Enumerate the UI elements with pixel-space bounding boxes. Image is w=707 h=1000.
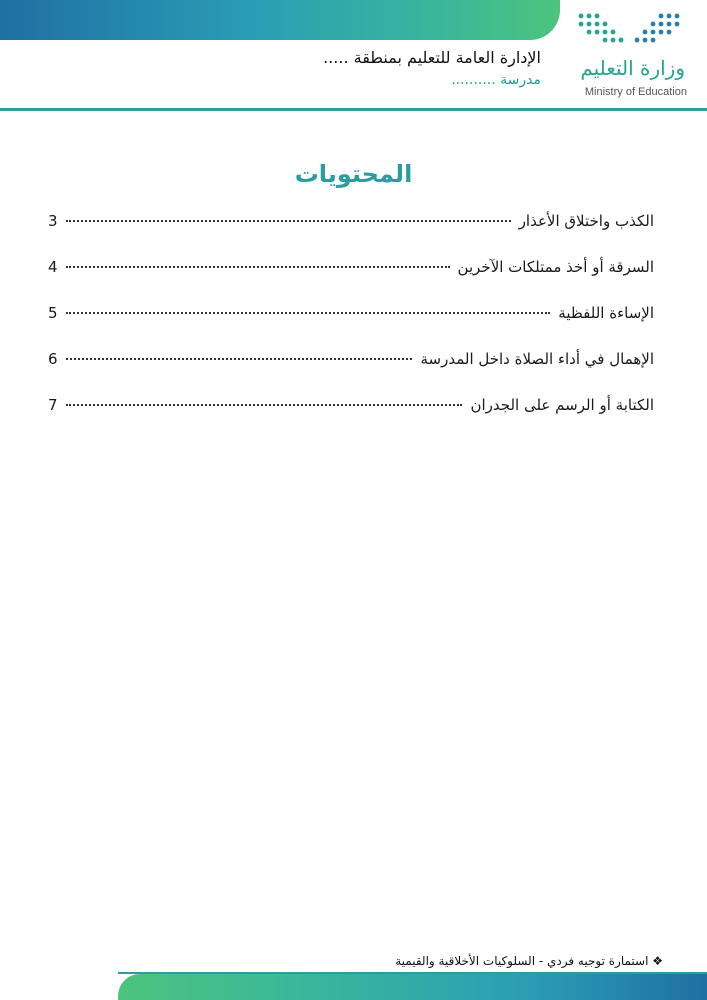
toc-entry[interactable] [48, 350, 654, 396]
header-gradient-band [0, 0, 560, 40]
toc-leader-dots [66, 404, 462, 406]
toc-entry[interactable] [48, 304, 654, 350]
ministry-name-english: Ministry of Education [584, 86, 687, 98]
toc-entry-title: الكتابة أو الرسم على الجدران [470, 396, 654, 414]
toc-entry-title: الكذب واختلاق الأعذار [518, 212, 654, 230]
header-school: مدرسة .......... [451, 72, 541, 88]
toc-entry-page: 7 [48, 396, 58, 414]
toc-entry[interactable] [48, 258, 654, 304]
toc-entry-title: الإهمال في أداء الصلاة داخل المدرسة [420, 350, 654, 368]
toc-leader-dots [66, 312, 550, 314]
toc-entry-page: 5 [48, 304, 58, 322]
toc-entry-title: الإساءة اللفظية [558, 304, 654, 322]
toc-entry-page: 3 [48, 212, 58, 230]
header-title: الإدارة العامة للتعليم بمنطقة ..... [323, 48, 541, 67]
header-divider [0, 108, 707, 111]
toc-entry-page: 4 [48, 258, 58, 276]
footer-caption: ❖ استمارة توجيه فردي - السلوكيات الأخلاقية والقيمية [395, 954, 663, 968]
toc-leader-dots [66, 358, 412, 360]
table-of-contents [48, 212, 654, 442]
toc-leader-dots [66, 220, 511, 222]
toc-heading: المحتويات [294, 160, 413, 188]
ministry-name-arabic: وزارة التعليم [580, 56, 685, 80]
footer-gradient-band [118, 974, 707, 1000]
toc-entry[interactable] [48, 396, 654, 442]
toc-entry[interactable] [48, 212, 654, 258]
toc-leader-dots [66, 266, 450, 268]
toc-entry-page: 6 [48, 350, 58, 368]
toc-entry-title: السرقة أو أخذ ممتلكات الآخرين [457, 258, 654, 276]
